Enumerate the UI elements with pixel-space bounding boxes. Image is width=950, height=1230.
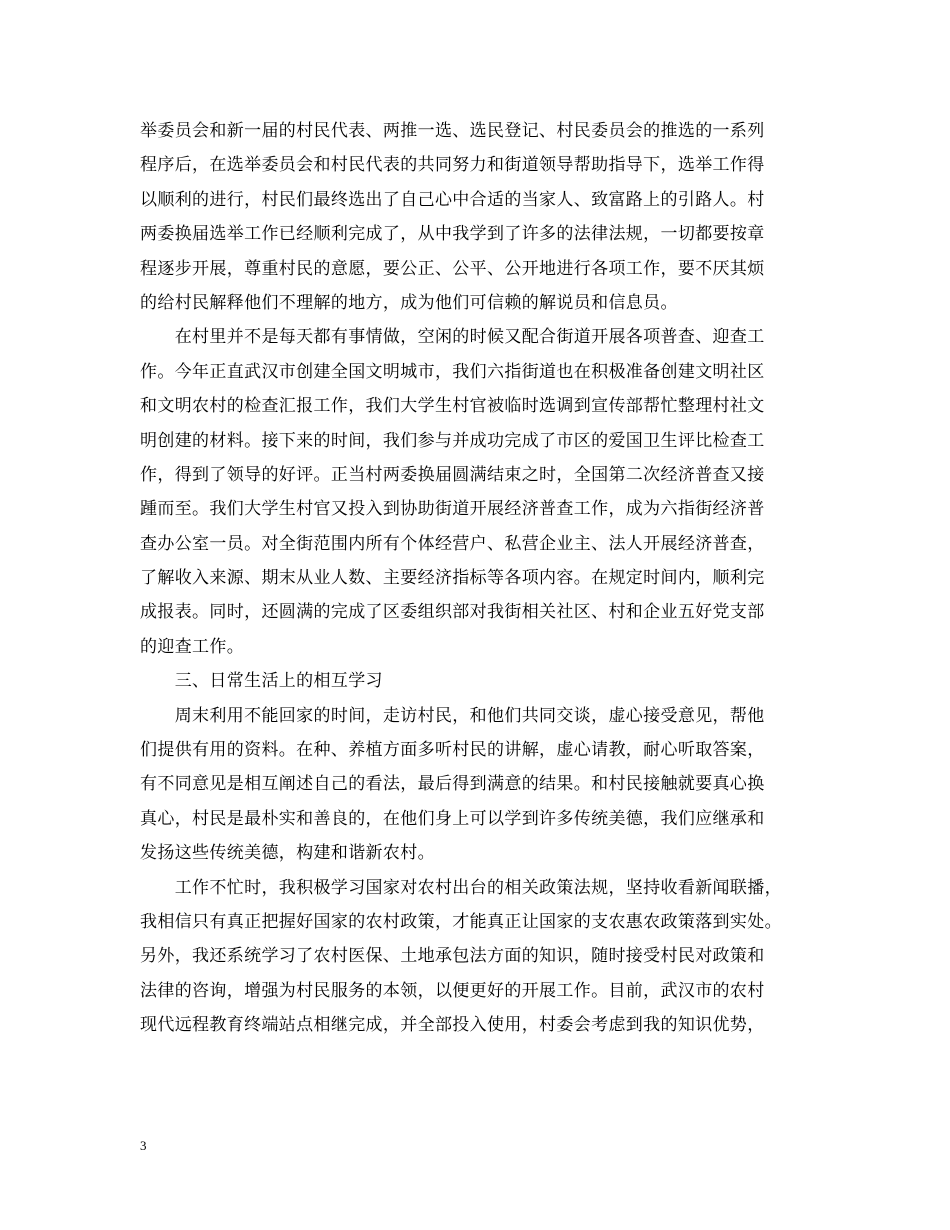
text-line: 现代远程教育终端站点相继完成，并全部投入使用，村委会考虑到我的知识优势，	[140, 1015, 765, 1036]
body-text	[140, 114, 810, 1043]
text-line: 周末利用不能回家的时间，走访村民，和他们共同交谈，虚心接受意见，帮他	[140, 705, 765, 726]
page-number: 3	[140, 1138, 147, 1153]
section-heading: 三、日常生活上的相互学习	[140, 671, 383, 692]
text-line: 了解收入来源、期末从业人数、主要经济指标等各项内容。在规定时间内，顺利完	[140, 568, 765, 589]
text-line: 工作不忙时，我积极学习国家对农村出台的相关政策法规，坚持收看新闻联播，	[140, 877, 782, 898]
text-line: 另外，我还系统学习了农村医保、土地承包法方面的知识，随时接受村民对政策和	[140, 946, 765, 967]
text-line: 真心，村民是最朴实和善良的，在他们身上可以学到许多传统美德，我们应继承和	[140, 808, 765, 829]
text-line: 作，得到了领导的好评。正当村两委换届圆满结束之时，全国第二次经济普查又接	[140, 464, 765, 485]
text-line: 成报表。同时，还圆满的完成了区委组织部对我街相关社区、村和企业五好党支部	[140, 602, 765, 623]
text-line: 查办公室一员。对全街范围内所有个体经营户、私营企业主、法人开展经济普查，	[140, 533, 765, 554]
text-line: 明创建的材料。接下来的时间，我们参与并成功完成了市区的爱国卫生评比检查工	[140, 430, 765, 451]
text-line: 举委员会和新一届的村民代表、两推一选、选民登记、村民委员会的推选的一系列	[140, 121, 765, 141]
text-line: 发扬这些传统美德，构建和谐新农村。	[140, 843, 435, 864]
text-line: 们提供有用的资料。在种、养植方面多听村民的讲解，虚心请教，耐心听取答案，	[140, 740, 765, 761]
text-line: 程序后，在选举委员会和村民代表的共同努力和街道领导帮助指导下，选举工作得	[140, 155, 765, 176]
text-line: 的给村民解释他们不理解的地方，成为他们可信赖的解说员和信息员。	[140, 292, 678, 313]
text-line: 有不同意见是相互阐述自己的看法，最后得到满意的结果。和村民接触就要真心换	[140, 774, 765, 795]
text-line: 以顺利的进行，村民们最终选出了自己心中合适的当家人、致富路上的引路人。村	[140, 189, 765, 210]
text-line: 两委换届选举工作已经顺利完成了，从中我学到了许多的法律法规，一切都要按章	[140, 224, 765, 245]
text-line: 法律的咨询，增强为村民服务的本领，以便更好的开展工作。目前，武汉市的农村	[140, 980, 765, 1001]
text-line: 的迎查工作。	[140, 636, 245, 657]
text-line: 程逐步开展，尊重村民的意愿，要公正、公平、公开地进行各项工作，要不厌其烦	[140, 258, 765, 279]
text-line: 我相信只有真正把握好国家的农村政策，才能真正让国家的支农惠农政策落到实处。	[140, 911, 782, 932]
text-line: 作。今年正直武汉市创建全国文明城市，我们六指街道也在积极准备创建文明社区	[140, 361, 765, 382]
text-line: 踵而至。我们大学生村官又投入到协助街道开展经济普查工作，成为六指街经济普	[140, 499, 765, 520]
text-line: 在村里并不是每天都有事情做，空闲的时候又配合街道开展各项普查、迎查工	[140, 327, 765, 348]
text-line: 和文明农村的检查汇报工作，我们大学生村官被临时选调到宣传部帮忙整理村社文	[140, 396, 765, 417]
